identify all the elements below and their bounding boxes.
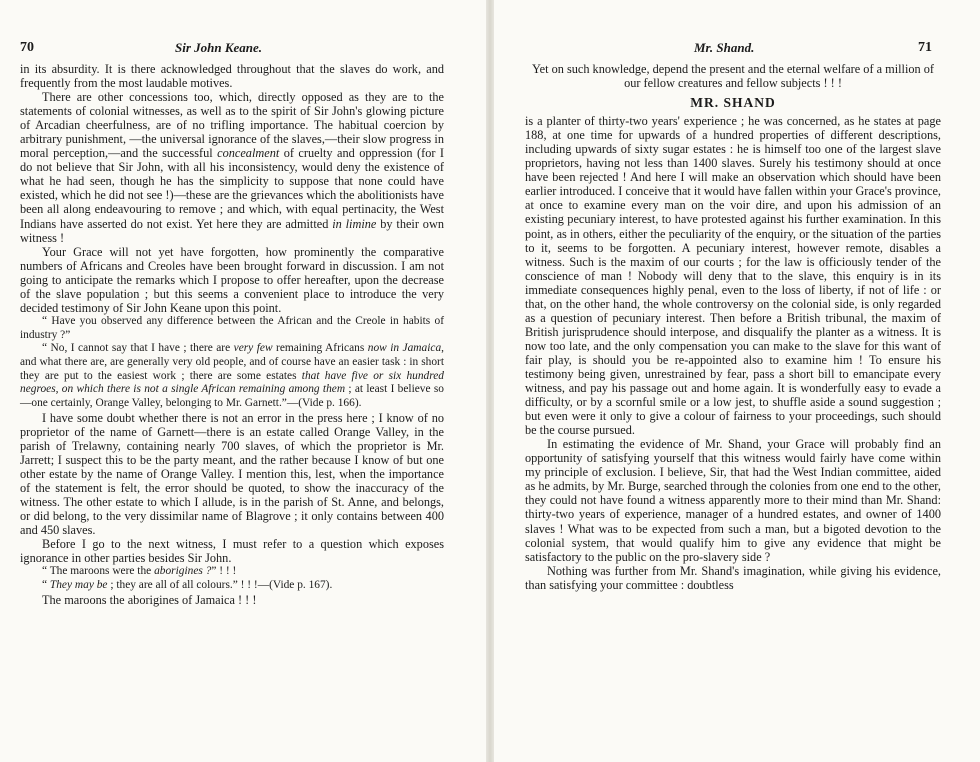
text-run: remaining Africans <box>272 342 368 355</box>
quoted-paragraph <box>20 342 444 411</box>
italic-text: concealment <box>217 146 280 161</box>
left-running-title: Sir John Keane. <box>175 40 263 55</box>
italic-text: They may be <box>49 578 108 591</box>
quoted-paragraph <box>20 565 444 579</box>
text-run: Before I go to the next witness, I must refer to a question which exposes ignorance in other parties besides Sir John. <box>20 537 444 566</box>
text-run: ; at least I believe so—one certainly, Orange Valley, belonging to Mr. Garnett.”—(Vide p. 166). <box>20 383 444 410</box>
text-run: “ The maroons were the <box>42 565 155 578</box>
paragraph <box>20 593 444 607</box>
section-heading <box>525 96 941 110</box>
right-running-title: Mr. Shand. <box>694 40 755 55</box>
italic-text: aborigines ? <box>154 565 212 578</box>
text-run: In estimating the evidence of Mr. Shand, your Grace will probably find an opportunity of satisfying yourself that this witness would fairly have come within my principle of exclusion. I believe, Sir, that had the West Indian committee, aided as he admits, by Mr. Burge, searched through the colonies from one end to the other, they could not have found a witness apparently more to their mind than Mr. Shand: thirty-two years of experience, manager of a hundred estates, and owner of 1400 slaves ! What was to be expected from such a man, but a bigoted devotion to the colonial system, that would qualify him to give any evidence that might be satisfactory to the public on the pro-slavery side ? <box>525 437 941 564</box>
paragraph <box>20 537 444 565</box>
text-run: of cruelty and oppression (for I do not believe that Sir John, with all his inconsistency, would deny the existence of what he had seen, though he has the simplicity to suppose that none could have existed, which he did not see !)—these are the grievances which the abolitionists have been all along endeavouring to remove ; and which, with equal pertinacity, the West Indians have asserted do not exist. Yet here they are admitted <box>20 146 444 231</box>
text-run: in its absurdity. It is there acknowledged throughout that the slaves do work, and frequently from the most laudable motives. <box>20 62 444 91</box>
text-run: ” ! ! ! <box>211 565 237 578</box>
text-run: There are other concessions too, which, directly opposed as they are to the statements of colonial witnesses, as well as to the spirit of Sir John's glowing picture of Arcadian cheerfulness, are of no trifling importance. The habitual coercion by arbitrary punishment, —the universal ignorance of the slaves,—their slow progress in moral perception,—and the successful <box>20 90 444 161</box>
paragraph <box>525 114 941 437</box>
text-run: “ Have you observed any difference between the African and the Creole in habits of industry ?” <box>20 314 444 341</box>
text-run: , and what there are, are generally very old people, and of course have an easier task : in short they are put to the easiest work ; there are some estates <box>20 342 445 382</box>
italic-text: now in Jamaica <box>367 342 442 355</box>
right-text-column <box>525 62 941 592</box>
paragraph <box>20 245 444 315</box>
paragraph <box>525 437 941 563</box>
italic-text: in limine <box>332 216 377 231</box>
quoted-paragraph <box>20 315 444 342</box>
text-run: is a planter of thirty-two years' experience ; he was concerned, as he states at page 188, at one time for upwards of a hundred properties of different descriptions, including upwards of sixty sugar estates : he is himself too one of the largest slave proprietors, having not less than 1400 slaves. Surely his testimony should at once have been rejected ! And here I will make an observation which should have been earlier introduced. I conceive that it would have fallen within your Grace's province, at once to examine every man on the voir dire, and upon his admission of an existing pecuniary interest, to have protested against his further examination. In this point, as in others, either the peculiarity of the enquiry, or the situation of the parties to it, seems to be forgotten. A pecuniary interest, however remote, disables a witness. Such is the maxim of our courts ; for the law is officiously tender of the conscience of man ! Nobody will deny that to the slave, this enquiry is in its immediate consequences highly penal, even to the loss of liberty, if not of life : or that, on the other hand, the whole controversy on the colonial side, is only regarded as a question of pecuniary interest. Then before a British tribunal, the maxim of British jurisprudence should interpose, and disqualify the planter as a witness. It is now too late, and the only compensation you can make to the slave for this want of fair play, is should you be re-appointed also to examine him ! To ensure his testimony being given, unrestrained by fear, pass a short bill to emancipate every witness, and pay his passage out and home again. It is wonderfully easy to evade a difficulty, or by a scornful smile or a low jest, to shuffle aside a sound suggestion ; but even were it only to give a colour of fairness to your proceedings, such should be the course pursued. <box>525 114 941 438</box>
text-run: “ <box>42 578 50 591</box>
italic-text: very few <box>233 342 273 355</box>
left-text-column <box>20 62 444 607</box>
left-page <box>0 0 486 762</box>
paragraph <box>525 62 941 90</box>
quoted-paragraph <box>20 579 444 593</box>
text-run: MR. SHAND <box>690 95 776 111</box>
text-run: Your Grace will not yet have forgotten, how prominently the comparative numbers of Africans and Creoles have been brought forward in discussion. I am not going to anticipate the remarks which I propose to offer hereafter, upon the decrease of the slave population ; but this seems a convenient place to introduce the very decided testimony of Sir John Keane upon this point. <box>20 244 444 315</box>
left-page-number: 70 <box>20 40 34 55</box>
right-page-number: 71 <box>918 40 932 55</box>
text-run: The maroons the aborigines of Jamaica ! ! ! <box>42 592 257 607</box>
paragraph <box>20 90 444 245</box>
text-run: Yet on such knowledge, depend the present and the eternal welfare of a million of our fellow creatures and fellow subjects ! ! ! <box>531 62 935 91</box>
paragraph <box>20 411 444 537</box>
text-run: by their own witness ! <box>20 216 444 245</box>
text-run: “ No, I cannot say that I have ; there are <box>42 342 234 355</box>
right-page <box>494 0 980 762</box>
book-gutter <box>486 0 494 762</box>
paragraph <box>20 62 444 90</box>
text-run: ; they are all of all colours.” ! ! !—(Vide p. 167). <box>107 578 333 591</box>
paragraph <box>525 564 941 592</box>
text-run: Nothing was further from Mr. Shand's imagination, while giving his evidence, than satisfying your committee : doubtless <box>525 563 941 592</box>
text-run: I have some doubt whether there is not an error in the press here ; I know of no proprietor of the name of Garnett—there is an estate called Orange Valley, in the parish of Trelawny, containing nearly 700 slaves, of which the proprietor is Mr. Jarrett; I suspect this to be the party meant, and the rather because I know of but one other estate by the name of Orange Valley. I mention this, lest, when the importance of the statement is felt, the error should be quoted, to show the inaccuracy of the witness. The other estate to which I allude, is in the parish of St. Anne, and belongs, or did belong, to the very dissimilar name of Blagrove ; it only contains between 400 and 450 slaves. <box>20 410 444 538</box>
italic-text: that have five or six hundred negroes, on which there is not a single African remaining among them <box>20 369 445 396</box>
